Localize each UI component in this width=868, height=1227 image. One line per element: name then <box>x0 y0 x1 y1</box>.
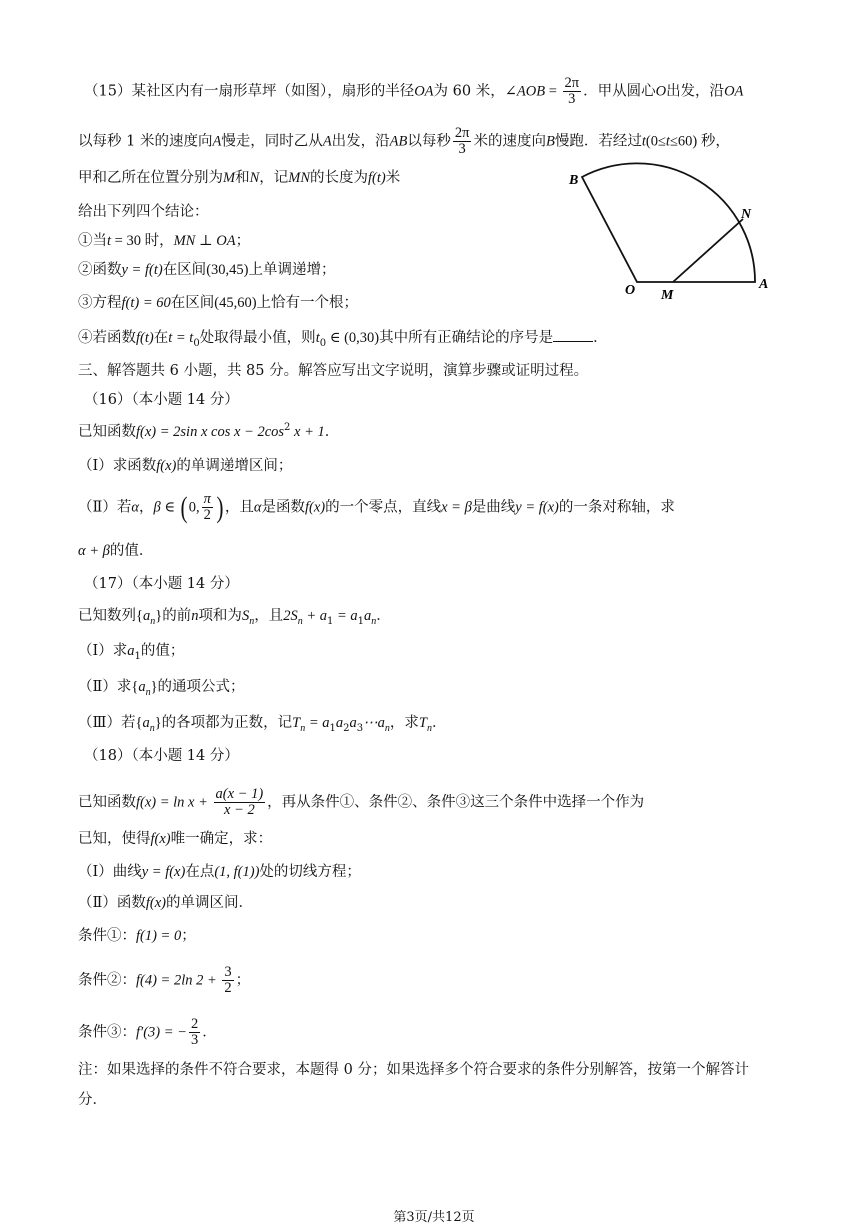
p17-question-1: （Ⅰ）求$a_1$的值； <box>78 643 185 662</box>
fraction-2-3: $\frac{2}{3}$ <box>190 1016 199 1048</box>
p16-question-2-cont: α + β的值． <box>78 543 154 559</box>
sector-figure <box>565 160 780 305</box>
section-heading: 三、解答题共 6 小题，共 85 分。解答应写出文字说明，演算步骤或证明过程。 <box>78 363 589 379</box>
p18-given: 已知函数f(x) = ln x + $\frac{a(x - 1)}{x - 2}$ ，再从条件①、条件②、条件③这三个条件中选择一个作为 <box>78 786 645 818</box>
p18-heading: （18）（本小题 14 分） <box>84 748 239 764</box>
fraction-pi-2: $\frac{\pi}{2}$ <box>203 491 211 523</box>
label-b: B <box>569 173 579 188</box>
p17-given: 已知数列$\{a_n\}$的前n项和为$S_n$，且$2S_n + a_1 = a_1a_n$． <box>78 608 391 627</box>
fraction-2pi-3-speed: $\frac{2\pi}{3}$ <box>454 125 470 157</box>
p18-note: 注：如果选择的条件不符合要求，本题得 0 分；如果选择多个符合要求的条件分别解答，按第一个解答计 <box>78 1062 749 1078</box>
fraction-2pi-3: $\frac{2\pi}{3}$ <box>564 75 580 107</box>
p16-question-1: （Ⅰ）求函数f(x)的单调递增区间； <box>78 458 293 474</box>
sector-outline <box>582 163 755 282</box>
label-o: O <box>625 283 636 298</box>
p18-given-cont: 已知，使得f(x)唯一确定，求： <box>78 831 273 847</box>
p15-conclusion-1: ①当t = 30 时，MN ⊥ OA； <box>78 233 251 249</box>
p15-line2: 以每秒 1 米的速度向A慢走，同时乙从A出发，沿AB以每秒 $\frac{2\pi}{3}$ 米的速度向B慢跑．若经过t(0≤t≤60) 秒， <box>78 125 730 157</box>
label-a: A <box>759 277 769 292</box>
p18-condition-1: 条件①：f(1) = 0； <box>78 928 196 944</box>
fraction-3-2: $\frac{3}{2}$ <box>224 964 232 996</box>
label-m: M <box>661 288 674 303</box>
p18-question-1: （Ⅰ）曲线y = f(x)在点(1, f(1))处的切线方程； <box>78 864 361 880</box>
p16-given: 已知函数f(x) = 2sin x $\cos x - 2\cos^2$ x + 1． <box>78 422 340 440</box>
label-n: N <box>741 207 752 222</box>
p15-conclusion-3: ③方程f(t) = 60在区间(45,60)上恰有一个根； <box>78 295 359 311</box>
p18-question-2: （Ⅱ）函数f(x)的单调区间． <box>78 895 253 911</box>
p17-question-2: （Ⅱ）求$\{a_n\}$的通项公式； <box>78 679 245 698</box>
fraction-given: $\frac{a(x - 1)}{x - 2}$ <box>215 786 264 818</box>
page-footer: 第3页/共12页 <box>393 1210 475 1225</box>
segment-mn <box>673 219 743 282</box>
p15-line4: 给出下列四个结论： <box>78 204 209 220</box>
p17-question-3: （Ⅲ）若$\{a_n\}$的各项都为正数，记$T_n$ = $a_1a_2a_3\cdots a_n$，求$T_n$． <box>78 715 447 734</box>
p15-line1: （15）某社区内有一扇形草坪（如图），扇形的半径OA为 60 米，∠AOB = $\frac{2\pi}{3}$ ．甲从圆心O出发，沿OA <box>84 75 744 107</box>
p17-heading: （17）（本小题 14 分） <box>84 576 239 592</box>
p16-heading: （16）（本小题 14 分） <box>84 392 239 408</box>
p15-conclusion-2: ②函数y = f(t)在区间(30,45)上单调递增； <box>78 262 336 278</box>
p15-line3: 甲和乙所在位置分别为M和N，记MN的长度为f(t)米 <box>78 170 401 186</box>
p18-note-cont: 分． <box>78 1092 107 1108</box>
p15-conclusion-4: ④若函数f(t)在$t = t_0$处取得最小值，则$t_0$ ∈ (0,30)其中所有正确结论的序号是 ． <box>78 330 608 349</box>
p16-question-2: （Ⅱ）若α，β ∈ ( 0, $\frac{\pi}{2}$ ) ，且α是函数f(x)的一个零点，直线x = β是曲线y = f(x)的一条对称轴，求 <box>78 490 675 524</box>
answer-blank <box>553 328 593 342</box>
p18-condition-3: 条件③：f′(3) = − $\frac{2}{3}$ ． <box>78 1016 217 1048</box>
p18-condition-2: 条件②：f(4) = 2ln 2 + $\frac{3}{2}$ ； <box>78 964 251 996</box>
